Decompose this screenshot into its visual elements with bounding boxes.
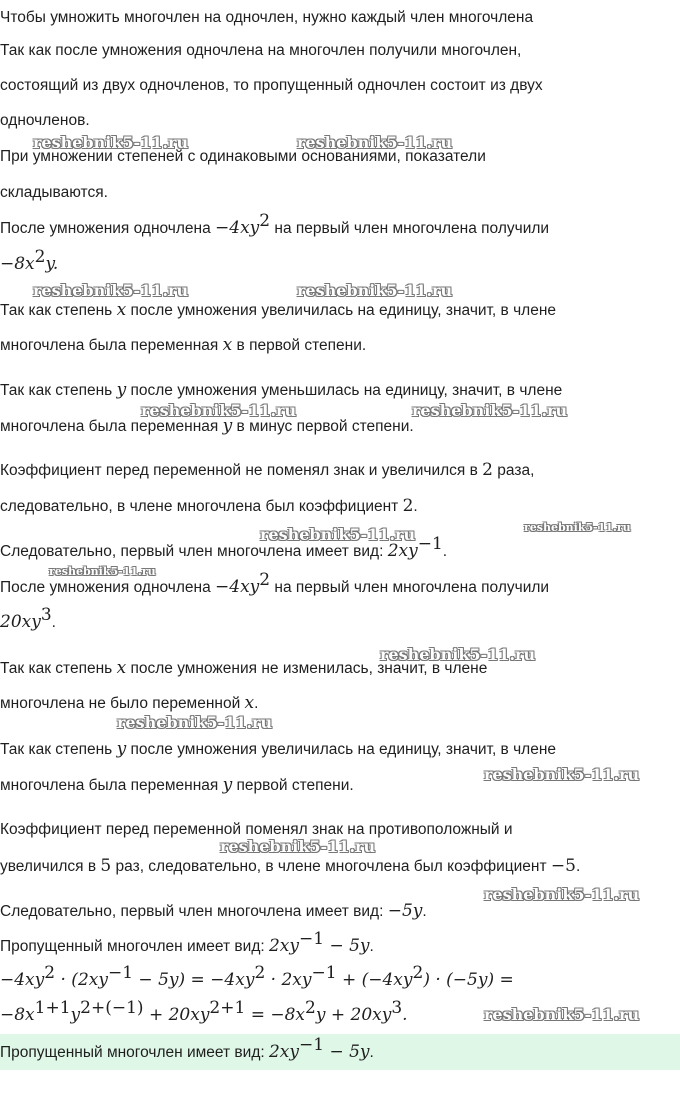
watermark: reshebnik5-11.ru [484,1005,640,1024]
watermark: reshebnik5-11.ru [297,281,453,300]
paragraph-3-line-2: многочлена была переменная y в минус первой степени. [0,416,414,436]
paragraph-5: Следовательно, первый член многочлена имеет вид: $2xy^{-1}$. [0,534,448,561]
watermark: reshebnik5-11.ru [524,521,631,534]
paragraph-2-line-1: Так как степень x после умножения увеличилась на единицу, значит, в члене [0,300,557,320]
watermark: reshebnik5-11.ru [141,401,297,420]
watermark: reshebnik5-11.ru [260,525,416,544]
text-line: состоящий из двух одночленов, то пропущенный одночлен состоит из двух [0,77,543,94]
watermark: reshebnik5-11.ru [484,765,640,784]
text-line: одночленов. [0,112,90,129]
paragraph-11: Пропущенный многочлен имеет вид: $2xy^{-1} - 5y$. [0,929,374,956]
watermark: reshebnik5-11.ru [297,133,453,152]
paragraph-4-line-1: Коэффициент перед переменной не поменял знак и увеличился в 2 раза, [0,460,535,480]
paragraph-8-line-1: Так как степень y после умножения увеличилась на единицу, значит, в члене [0,739,557,759]
text-line: Так как после умножения одночлена на многочлен получили многочлен, [0,42,522,59]
watermark: reshebnik5-11.ru [412,401,568,420]
answer-line: Пропущенный многочлен имеет вид: $2xy^{-1} - 5y$. [0,1035,374,1062]
paragraph-9-line-2: увеличился в 5 раз, следовательно, в члене многочлена был коэффициент −5. [0,856,581,876]
text-line: Чтобы умножить многочлен на одночлен, нужно каждый член многочлена [0,9,534,26]
watermark: reshebnik5-11.ru [380,645,536,664]
paragraph-2-line-2: многочлена была переменная x в первой степени. [0,335,367,355]
watermark: reshebnik5-11.ru [117,713,273,732]
paragraph-7-line-2: многочлена не было переменной x. [0,693,259,713]
paragraph-4-line-2: следовательно, в члене многочлена был коэффициент 2. [0,496,418,516]
paragraph-8-line-2: многочлена была переменная y первой степени. [0,775,354,795]
paragraph-10: Следовательно, первый член многочлена имеет вид: −5y. [0,901,427,921]
text-line: При умножении степеней с одинаковыми основаниями, показатели [0,148,486,165]
paragraph-3-line-1: Так как степень y после умножения уменьшилась на единицу, значит, в члене [0,380,563,400]
watermark: reshebnik5-11.ru [49,565,156,578]
paragraph-9-line-1: Коэффициент перед переменной поменял знак на противоположный и [0,821,513,838]
watermark: reshebnik5-11.ru [33,281,189,300]
watermark: reshebnik5-11.ru [484,885,640,904]
watermark: reshebnik5-11.ru [33,133,189,152]
paragraph-7-line-1: Так как степень x после умножения не изменилась, значит, в члене [0,658,488,678]
paragraph-1-line-2: $-8x^2y$. [0,247,59,274]
equation-line-2: $-8x^{1+1}y^{2+(-1)} + 20xy^{2+1} = -8x^2y + 20xy^3$. [0,998,408,1025]
text-line: складываются. [0,184,108,201]
paragraph-6-line-2: $20xy^3$. [0,605,56,632]
paragraph-1-line-1: После умножения одночлена $-4xy^2$ на первый член многочлена получили [0,211,550,238]
watermark: reshebnik5-11.ru [220,837,376,856]
paragraph-6-line-1: После умножения одночлена $-4xy^2$ на первый член многочлена получили [0,570,550,597]
equation-line-1: $-4xy^2 \cdot (2xy^{-1} - 5y) = -4xy^2 \cdot 2xy^{-1} + (-4xy^2) \cdot (-5y)$ = [0,963,514,990]
